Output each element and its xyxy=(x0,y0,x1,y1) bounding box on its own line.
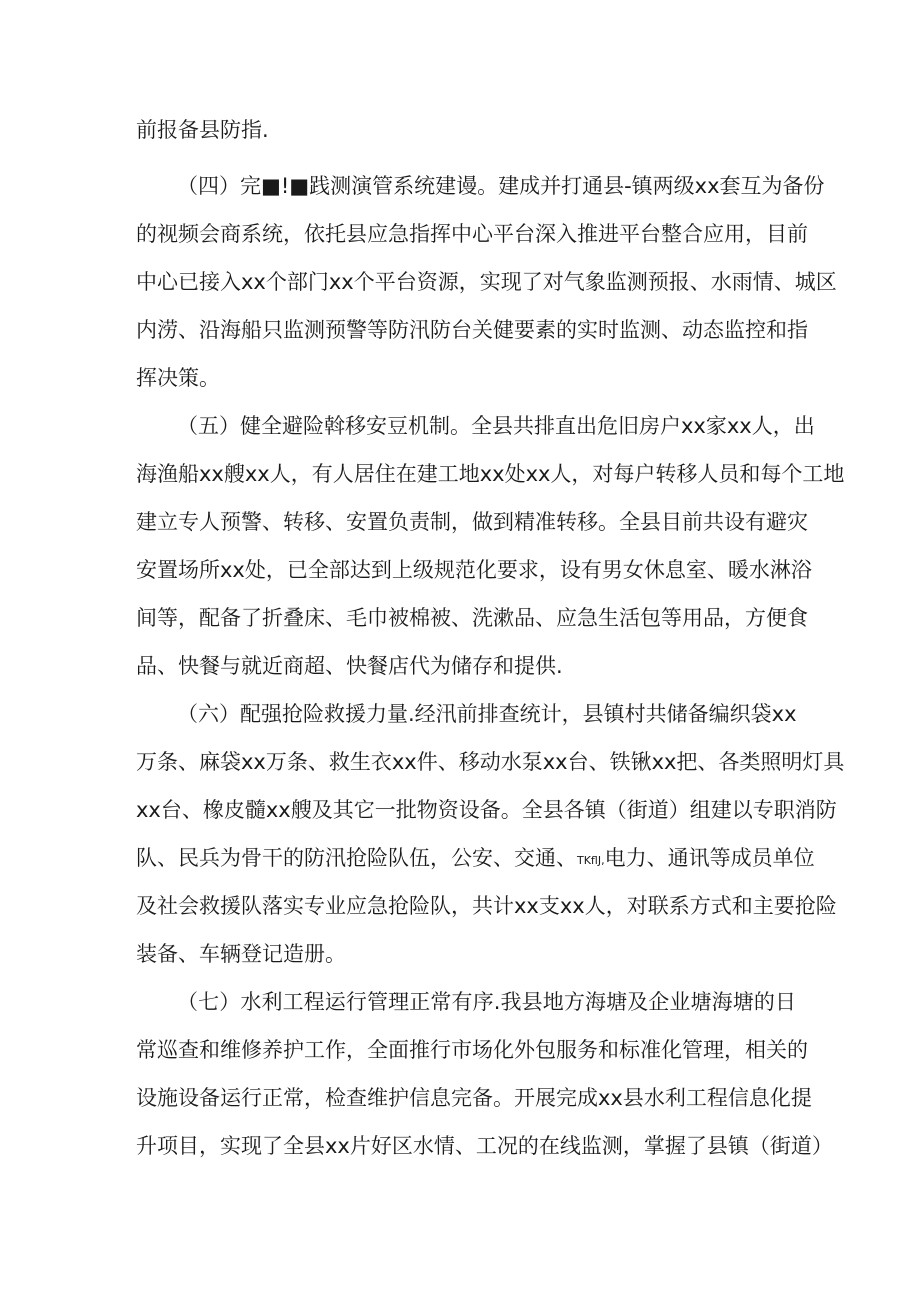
text-line: 及社会救援队落实专业应急抢险队，共计xx支xx人，对联系方式和主要抢险 xyxy=(136,894,837,918)
text-line: 建立专人预警、转移、安置负责制，做到精准转移。全县目前共设有避灾 xyxy=(136,510,808,534)
text-segment-small: TKflJ, xyxy=(577,854,605,867)
text-line: 海渔船xx艘xx人，有人居住在建工地xx处xx人，对每户转移人员和每个工地 xyxy=(136,462,845,486)
text-line: 装备、车辆登记造册。 xyxy=(136,942,346,966)
text-line: 挥决策。 xyxy=(136,366,220,390)
text-line: 品、快餐与就近商超、快餐店代为储存和提供. xyxy=(136,654,563,678)
text-line: 安置场所xx处，已全部达到上级规范化要求，设有男女休息室、暖水淋浴 xyxy=(136,558,812,582)
paragraph-6-line-1: （六）配强抢险救援力量.经汛前排查统计，县镇村共储备编织袋xx xyxy=(177,702,797,726)
text-segment: 电力、通讯等成员单位 xyxy=(604,846,815,870)
text-line-mixed xyxy=(136,846,815,870)
paragraph-4-line-1: （四）完■!■践测演管系统建谩。建成并打通县-镇两级xx套互为备份 xyxy=(177,174,825,198)
paragraph-5-line-1: （五）健全避险斡移安豆机制。全县共排直出危旧房户xx家xx人，出 xyxy=(177,414,815,438)
text-line: 内涝、沿海船只监测预警等防汛防台关健要素的实时监测、动态监控和指 xyxy=(136,318,808,342)
text-line: 中心已接入xx个部门xx个平台资源，实现了对气象监测预报、水雨情、城区 xyxy=(136,270,837,294)
text-line: 升项目，实现了全县xx片好区水情、工况的在线监测，掌握了县镇（街道） xyxy=(136,1134,833,1158)
text-line: 间等，配备了折叠床、毛巾被棉被、洗漱品、应急生活包等用品，方便食 xyxy=(136,606,808,630)
text-segment: 队、民兵为骨干的防汛抢险队伍，公安、交通、 xyxy=(136,846,577,870)
text-line: 常巡查和维修养护工作，全面推行市场化外包服务和标准化管理，相关的 xyxy=(136,1038,808,1062)
text-line: 万条、麻袋xx万条、救生衣xx件、移动水泵xx台、铁锹xx把、各类照明灯具 xyxy=(136,750,845,774)
paragraph-7-line-1: （七）水利工程运行管理正常有序.我县地方海塘及企业塘海塘的日 xyxy=(177,990,796,1014)
text-line: 设施设备运行正常，检查维护信息完备。开展完成xx县水利工程信息化提 xyxy=(136,1086,812,1110)
text-line: xx台、橡皮髓xx艘及其它一批物资设备。全县各镇（街道）组建以专职消防 xyxy=(136,798,837,822)
text-line: 前报备县防指. xyxy=(136,118,269,142)
text-line: 的视频会商系统，依托县应急指挥中心平台深入推进平台整合应用，目前 xyxy=(136,222,808,246)
